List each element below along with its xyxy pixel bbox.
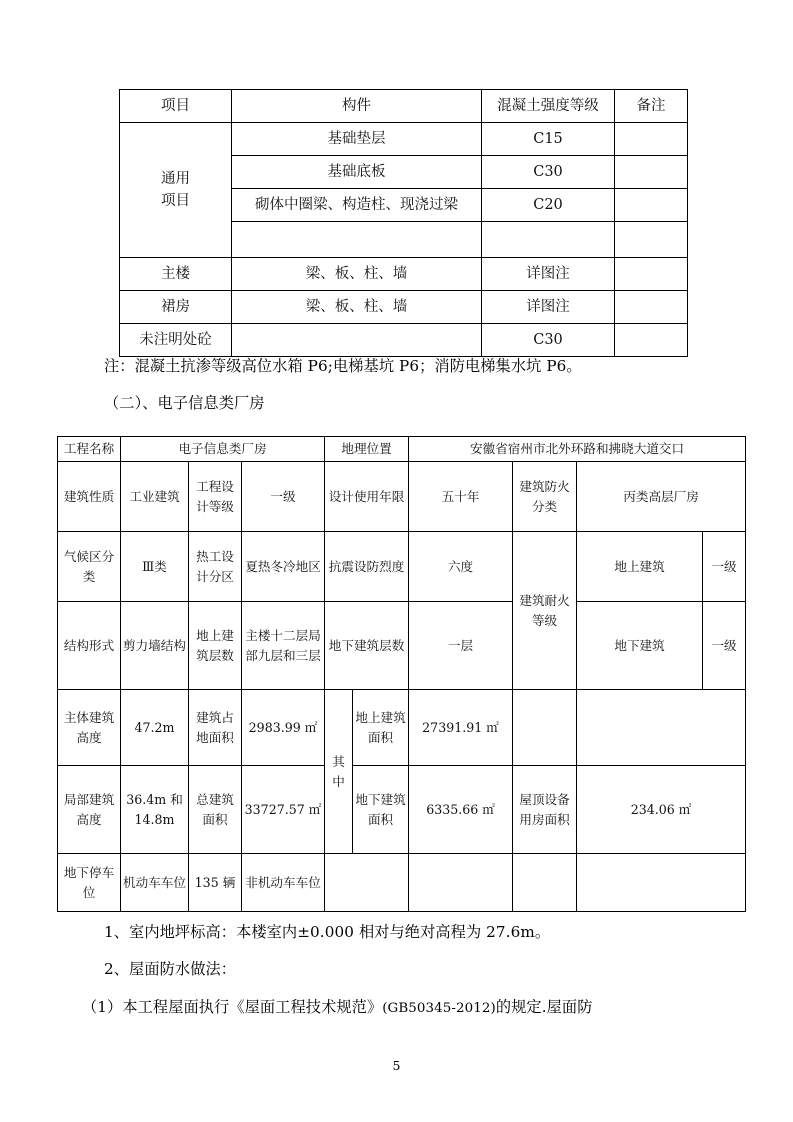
cell-grade: C20 [482, 189, 615, 222]
value-building-footprint: 2983.99 ㎡ [242, 690, 325, 766]
value-building-nature: 工业建筑 [121, 462, 189, 532]
table-row [58, 462, 746, 532]
value-motor-vehicle-spaces: 135 辆 [189, 854, 242, 912]
label-fire-resistance-grade: 建筑耐火等级 [513, 532, 577, 690]
cell-component: 基础垫层 [232, 123, 482, 156]
label-seismic-intensity: 抗震设防烈度 [325, 532, 409, 602]
value-above-ground-area: 27391.91 ㎡ [409, 690, 513, 766]
label-underground-building: 地下建筑 [577, 602, 703, 690]
label-below-ground-area: 地下建筑面积 [353, 766, 409, 854]
cell-component [232, 324, 482, 357]
label-underground-parking: 地下停车位 [58, 854, 121, 912]
cell-component [232, 222, 482, 258]
cell-remark [615, 324, 688, 357]
cell-component: 梁、板、柱、墙 [232, 258, 482, 291]
label-floors-below-ground: 地下建筑层数 [325, 602, 409, 690]
label-motor-vehicle-spaces: 机动车车位 [121, 854, 189, 912]
cell-component: 梁、板、柱、墙 [232, 291, 482, 324]
label-total-building-area: 总建筑面积 [189, 766, 242, 854]
value-service-life: 五十年 [409, 462, 513, 532]
label-of-which: 其中 [325, 690, 353, 854]
value-main-building-height: 47.2m [121, 690, 189, 766]
label-roof-equipment-room-area: 屋顶设备用房面积 [513, 766, 577, 854]
cell-component: 砌体中圈梁、构造柱、现浇过梁 [232, 189, 482, 222]
header-item: 项目 [120, 90, 232, 123]
value-floors-above-ground: 主楼十二层局部九层和三层 [242, 602, 325, 690]
label-location: 地理位置 [325, 437, 409, 462]
value-roof-equipment-room-area: 234.06 ㎡ [577, 766, 746, 854]
cell-item: 未注明处砼 [120, 324, 232, 357]
table-row [120, 291, 688, 324]
cell-remark [615, 222, 688, 258]
table-row [120, 123, 688, 156]
cell-empty-r7-c7 [409, 854, 513, 912]
table-row [58, 854, 746, 912]
label-climate-zone: 气候区分类 [58, 532, 121, 602]
value-floors-below-ground: 一层 [409, 602, 513, 690]
cell-grade: C30 [482, 324, 615, 357]
page-number: 5 [392, 1058, 401, 1073]
value-total-building-area: 33727.57 ㎡ [242, 766, 325, 854]
value-above-ground-grade: 一级 [703, 532, 746, 602]
table-row [120, 258, 688, 291]
cell-remark [615, 291, 688, 324]
cell-grade: 详图注 [482, 258, 615, 291]
table-row [58, 690, 746, 766]
cell-remark [615, 156, 688, 189]
value-structure-form: 剪力墙结构 [121, 602, 189, 690]
group-label-general [120, 123, 232, 258]
value-project-name: 电子信息类厂房 [121, 437, 325, 462]
value-climate-zone: Ⅲ类 [121, 532, 189, 602]
label-thermal-zone: 热工设计分区 [189, 532, 242, 602]
label-project-name: 工程名称 [58, 437, 121, 462]
project-overview-table [57, 436, 746, 912]
label-structure-form: 结构形式 [58, 602, 121, 690]
cell-component: 基础底板 [232, 156, 482, 189]
concrete-grades-table [119, 89, 688, 357]
cell-empty-r5-c9 [577, 690, 746, 766]
roof-spec-standard-code: (GB50345-2012) [382, 1001, 496, 1016]
header-remark: 备注 [615, 90, 688, 123]
cell-item: 主楼 [120, 258, 232, 291]
cell-grade: C15 [482, 123, 615, 156]
value-underground-grade: 一级 [703, 602, 746, 690]
value-thermal-zone: 夏热冬冷地区 [242, 532, 325, 602]
table-row [120, 324, 688, 357]
paragraph-floor-elevation: 1、室内地坪标高：本楼室内±0.000 相对与绝对高程为 27.6m。 [104, 923, 551, 941]
label-above-ground-area: 地上建筑面积 [353, 690, 409, 766]
label-service-life: 设计使用年限 [325, 462, 409, 532]
label-building-footprint: 建筑占地面积 [189, 690, 242, 766]
value-fire-class: 丙类高层厂房 [577, 462, 746, 532]
table-row [58, 437, 746, 462]
value-below-ground-area: 6335.66 ㎡ [409, 766, 513, 854]
label-above-ground-building: 地上建筑 [577, 532, 703, 602]
cell-empty-r7-c5 [325, 854, 409, 912]
header-component: 构件 [232, 90, 482, 123]
cell-item: 裙房 [120, 291, 232, 324]
table-row [58, 532, 746, 602]
table-row [58, 602, 746, 690]
label-floors-above-ground: 地上建筑层数 [189, 602, 242, 690]
value-seismic-intensity: 六度 [409, 532, 513, 602]
cell-remark [615, 258, 688, 291]
label-main-building-height: 主体建筑高度 [58, 690, 121, 766]
label-fire-class: 建筑防火分类 [513, 462, 577, 532]
cell-grade: 详图注 [482, 291, 615, 324]
cell-empty-r5-c8 [513, 690, 577, 766]
value-local-building-height: 36.4m 和 14.8m [121, 766, 189, 854]
roof-spec-text-a: （1）本工程屋面执行《屋面工程技术规范》 [82, 998, 383, 1016]
table-row [120, 90, 688, 123]
group-label-line1: 通用 [161, 170, 190, 187]
group-label-line2: 项目 [161, 193, 190, 209]
cell-grade [482, 222, 615, 258]
cell-remark [615, 123, 688, 156]
label-design-grade: 工程设计等级 [189, 462, 242, 532]
label-local-building-height: 局部建筑高度 [58, 766, 121, 854]
note-concrete-impermeability: 注：混凝土抗渗等级高位水箱 P6;电梯基坑 P6；消防电梯集水坑 P6。 [104, 357, 582, 375]
value-design-grade: 一级 [242, 462, 325, 532]
section-heading-electronic-info-plant: （二）、电子信息类厂房 [104, 394, 265, 412]
cell-remark [615, 189, 688, 222]
cell-grade: C30 [482, 156, 615, 189]
roof-spec-text-b: 的规定.屋面防 [495, 998, 593, 1016]
label-building-nature: 建筑性质 [58, 462, 121, 532]
cell-empty-r7-c9 [577, 854, 746, 912]
header-grade: 混凝土强度等级 [482, 90, 615, 123]
cell-empty-r7-c8 [513, 854, 577, 912]
label-nonmotor-vehicle-spaces: 非机动车车位 [242, 854, 325, 912]
table-row [58, 766, 746, 854]
value-location: 安徽省宿州市北外环路和拂晓大道交口 [409, 437, 746, 462]
paragraph-roof-waterproof-title: 2、屋面防水做法： [104, 960, 237, 978]
paragraph-roof-waterproof-spec [82, 996, 592, 1019]
